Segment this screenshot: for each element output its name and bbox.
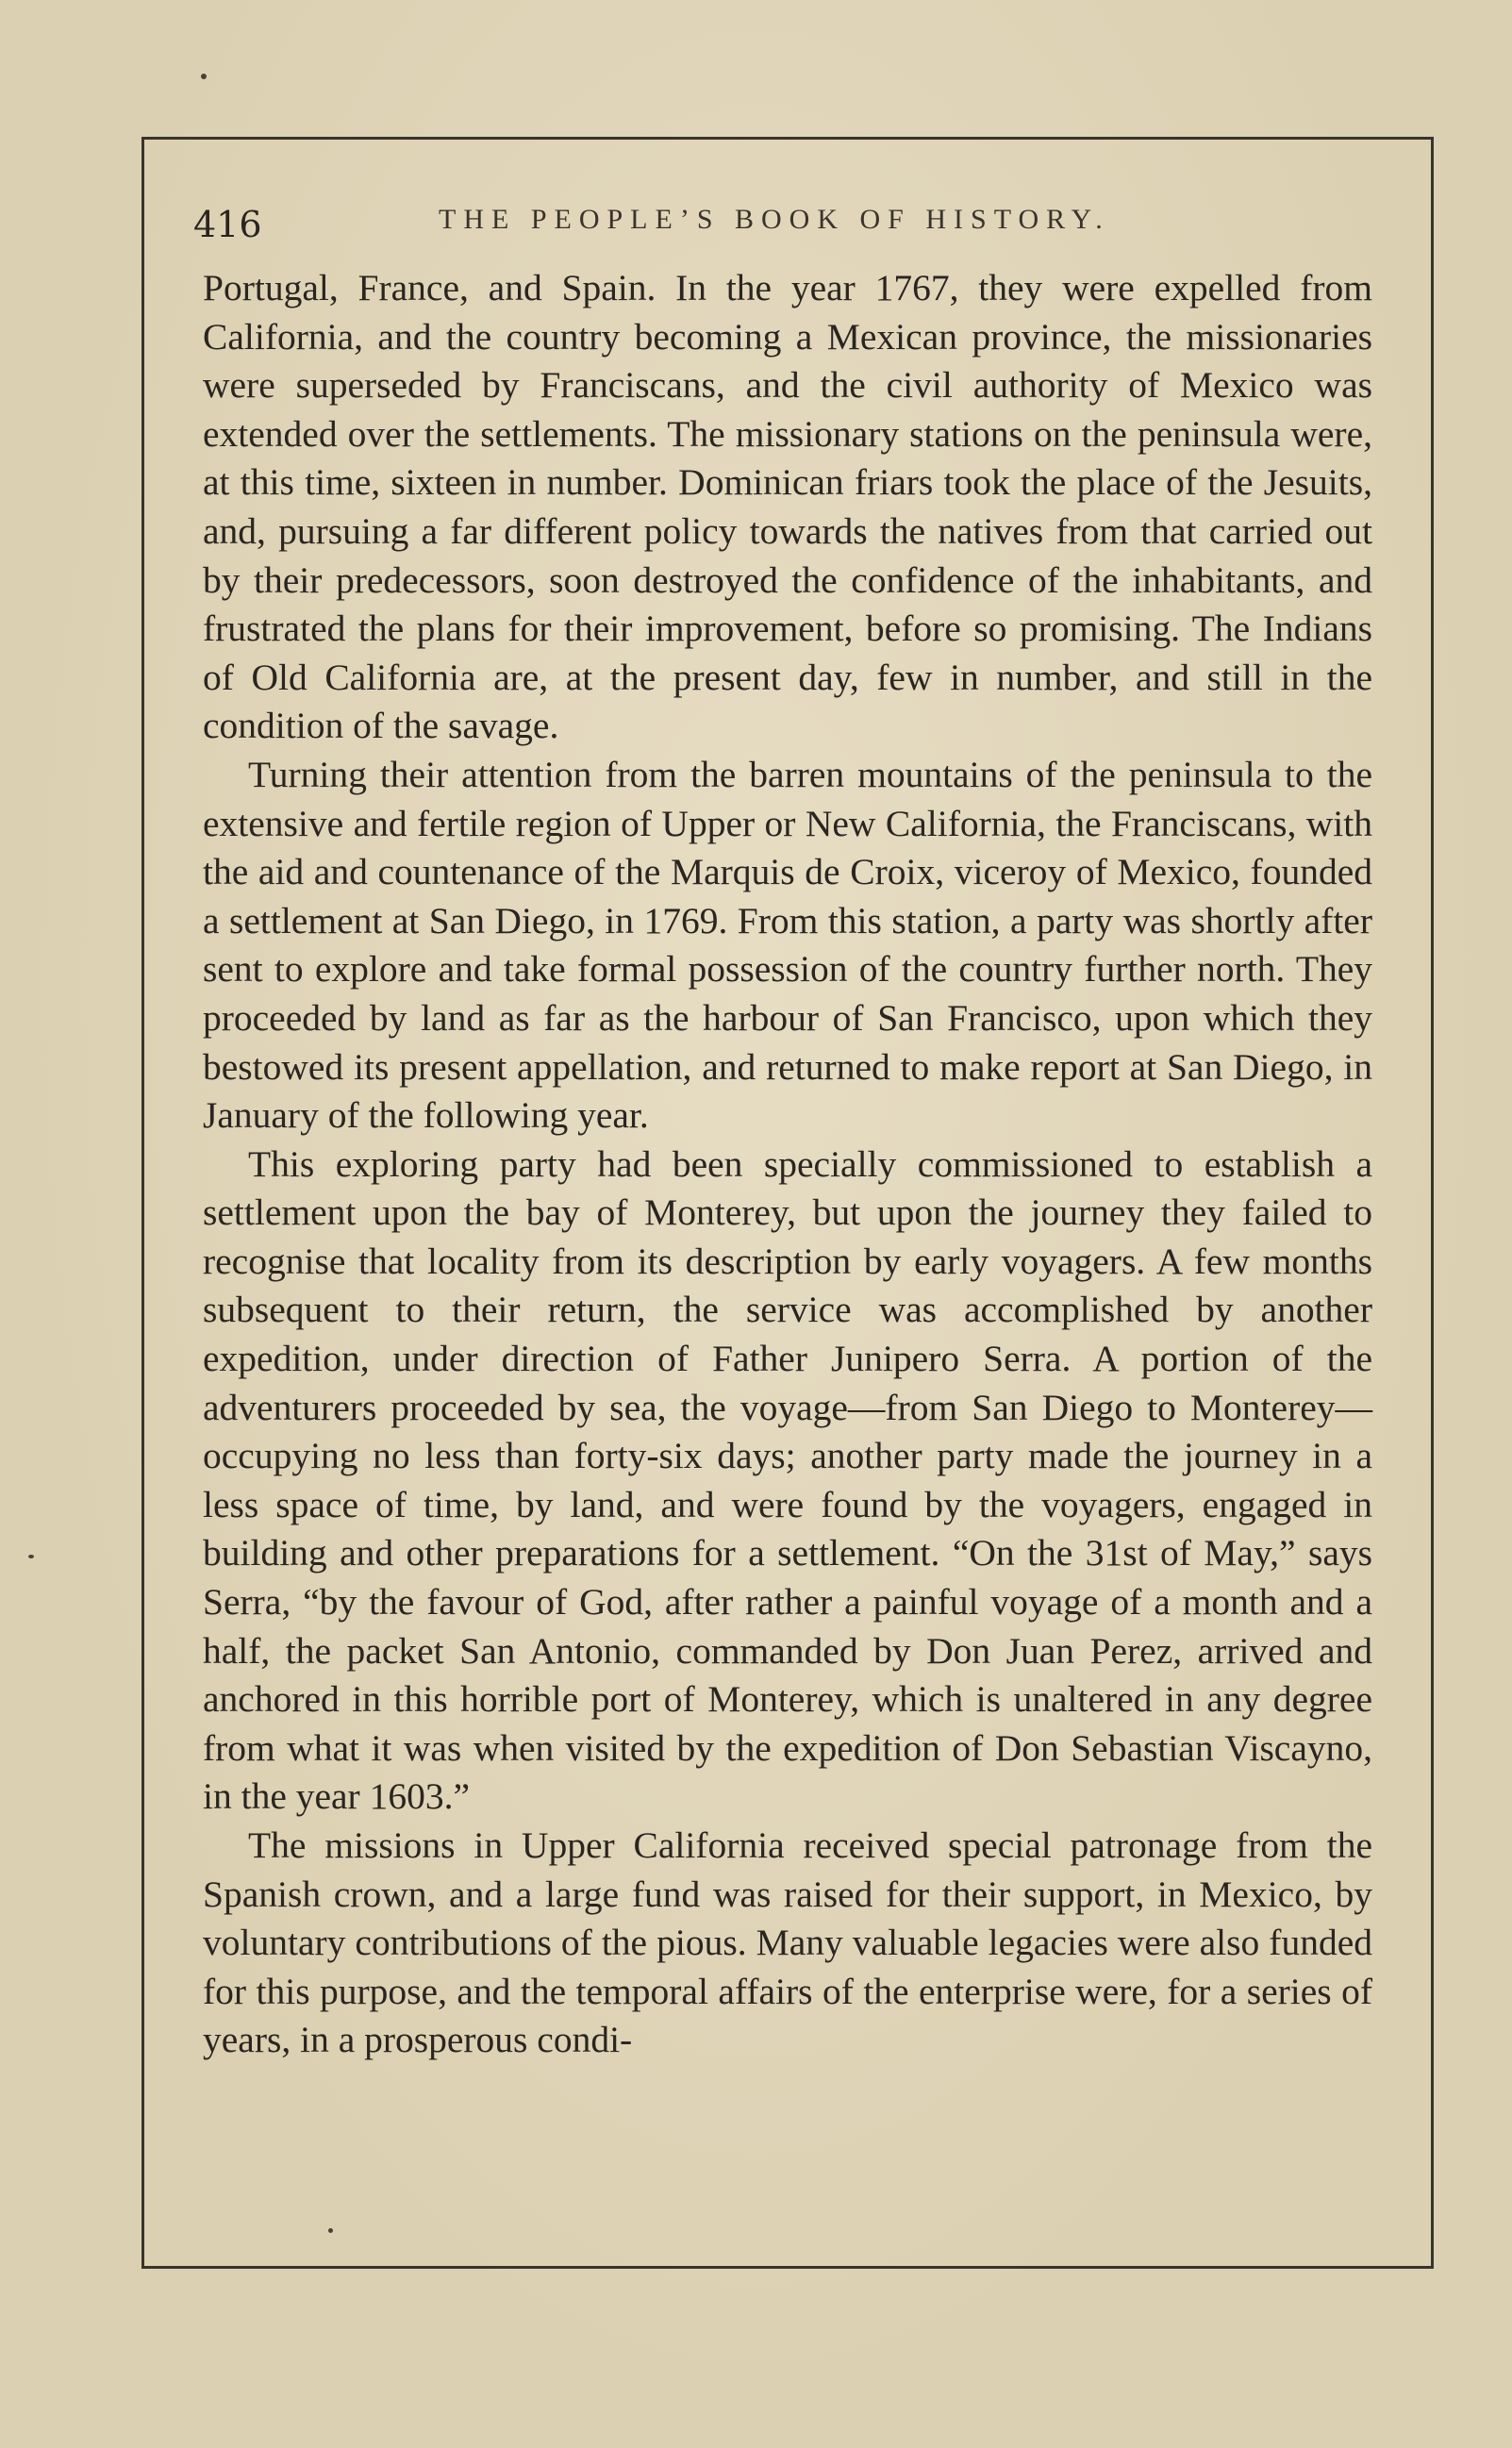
page-number: 416 [193, 204, 262, 245]
paragraph-1: Portugal, France, and Spain. In the year 1767, they were expelled from California, and the country becoming a Mexican province, the missionaries were superseded by Franciscans, and the civil authority of Mexico was extended over the settlements. The missionary stations on the peninsula were, at this time, sixteen in number. Dominican friars took the place of the Jesuits, and, pursuing a far different policy towards the natives from that carried out by their predecessors, soon destroyed the confidence of the inhabitants, and frustrated the plans for their improvement, before so promising. The Indians of Old California are, at the present day, few in number, and still in the condition of the savage. [203, 267, 1372, 747]
paragraph-2: Turning their attention from the barren mountains of the peninsula to the extensive and fertile region of Upper or New California, the Franciscans, with the aid and countenance of the Marquis de Croix, viceroy of Mexico, founded a settlement at San Diego, in 1769. From this station, a party was shortly after sent to explore and take formal possession of the country further north. They proceeded by land as far as the harbour of San Francisco, upon which they bestowed its present appellation, and returned to make report at San Diego, in January of the following year. [203, 753, 1372, 1137]
ink-speck [28, 1555, 34, 1558]
paragraph-4: The missions in Upper California received special patronage from the Spanish crown, and a large fund was raised for their support, in Mexico, by voluntary contributions of the pious. Many valuable legacies were also funded for this purpose, and the temporal affairs of the enterprise were, for a series of years, in a prosperous condi- [203, 1824, 1372, 2061]
running-title: THE PEOPLE’S BOOK OF HISTORY. [439, 204, 1110, 235]
running-head [193, 198, 1382, 251]
body-text [203, 264, 1372, 2065]
ink-speck [328, 2228, 333, 2233]
paragraph-3: This exploring party had been specially commissioned to establish a settlement upon the bay of Monterey, but upon the journey they failed to recognise that locality from its description by early voyagers. A few months subsequent to their return, the service was accomplished by another expedition, under direction of Father Junipero Serra. A portion of the adventurers proceeded by sea, the voyage—from San Diego to Monterey—occupying no less than forty-six days; another party made the journey in a less space of time, by land, and were found by the voyagers, engaged in building and other preparations for a settlement. “On the 31st of May,” says Serra, “by the favour of God, after rather a painful voyage of a month and a half, the packet San Antonio, commanded by Don Juan Perez, arrived and anchored in this horrible port of Monterey, which is unaltered in any degree from what it was when visited by the expedition of Don Sebastian Viscayno, in the year 1603.” [203, 1142, 1372, 1818]
ink-speck [201, 74, 207, 79]
